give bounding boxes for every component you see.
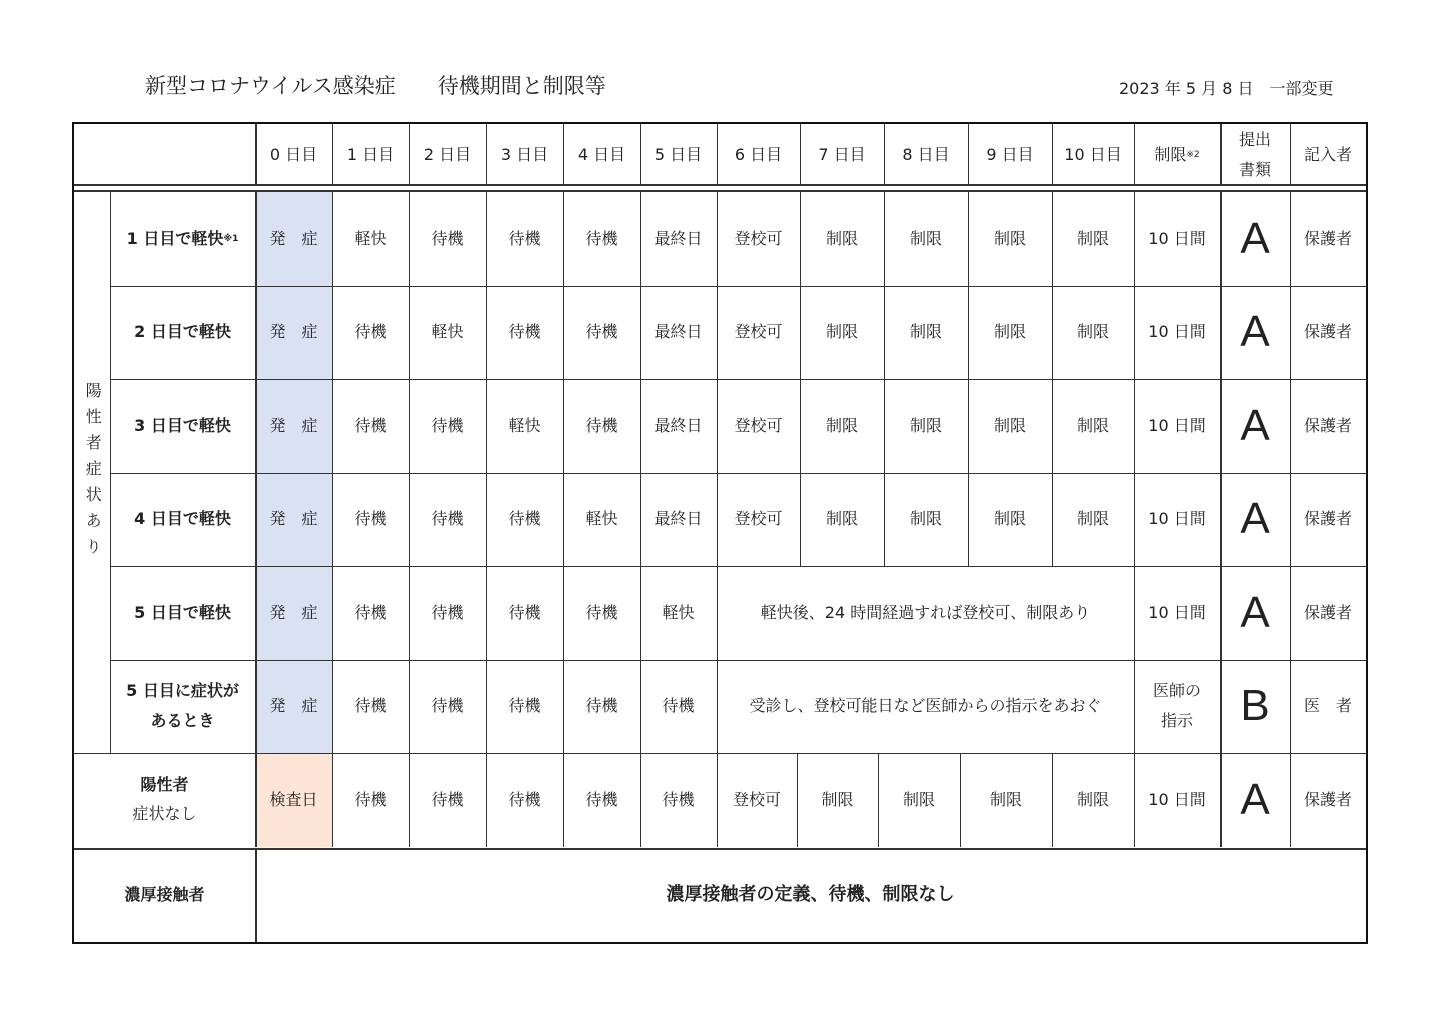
column-divider: [884, 286, 885, 380]
column-divider: [1290, 566, 1291, 660]
header-day: 7 日目: [818, 144, 866, 164]
day-cell: 軽快: [431, 322, 464, 342]
column-divider: [563, 192, 564, 286]
row-label: 5 日目で軽快: [134, 602, 231, 622]
day-cell: 待機: [508, 696, 541, 716]
row-divider: [110, 379, 1366, 380]
column-divider: [1052, 753, 1053, 847]
day-cell: 登校可: [734, 415, 783, 435]
column-divider: [1052, 124, 1053, 186]
day-cell: 制限: [825, 228, 858, 248]
column-divider: [255, 753, 257, 847]
day-cell: 待機: [354, 415, 387, 435]
column-divider: [1220, 660, 1222, 754]
day-cell: 待機: [585, 696, 618, 716]
column-divider: [640, 124, 641, 186]
row-label: 5 日目に症状が あるとき: [126, 680, 239, 731]
column-divider: [486, 379, 487, 473]
revision-date: 2023 年 5 月 8 日 一部変更: [1119, 79, 1334, 98]
column-divider: [884, 192, 885, 286]
day-cell: 軽快: [354, 228, 387, 248]
column-divider: [563, 753, 564, 847]
limit-period: 10 日間: [1148, 322, 1206, 342]
group-divider: [110, 192, 111, 753]
column-divider: [255, 566, 257, 660]
column-divider: [1290, 379, 1291, 473]
limit-period: 10 日間: [1148, 789, 1206, 809]
day-cell: 軽快: [508, 415, 541, 435]
header-day: 6 日目: [734, 144, 783, 164]
day-cell: 制限: [825, 509, 858, 529]
submit-document-grade: B: [1240, 681, 1270, 731]
header-day: 9 日目: [986, 144, 1034, 164]
header-day: 1 日目: [346, 144, 395, 164]
submit-document-grade: A: [1240, 400, 1270, 450]
column-divider: [409, 192, 410, 286]
column-divider: [1290, 192, 1291, 286]
merged-instruction-cell: 受診し、登校可能日など医師からの指示をあおぐ: [749, 696, 1102, 716]
day-cell: 発 症: [269, 228, 318, 248]
column-divider: [640, 192, 641, 286]
column-divider: [1290, 286, 1291, 380]
header-day: 2 日目: [423, 144, 472, 164]
row-divider: [110, 286, 1366, 287]
column-divider: [968, 286, 969, 380]
day-cell: 制限: [993, 415, 1026, 435]
column-divider: [409, 473, 410, 567]
limit-period: 10 日間: [1148, 602, 1206, 622]
column-divider: [255, 660, 257, 754]
day-cell: 待機: [354, 509, 387, 529]
asymptomatic-label-positive: 陽性者: [140, 774, 189, 794]
header-day: 10 日目: [1064, 144, 1122, 164]
column-divider: [255, 473, 257, 567]
row-label: 3 日目で軽快: [134, 415, 231, 435]
column-divider: [717, 753, 718, 847]
column-divider: [717, 473, 718, 567]
row-label: 4 日目で軽快: [134, 509, 231, 529]
day-cell: 待機: [354, 322, 387, 342]
day-cell: 発 症: [269, 696, 318, 716]
recorder: 保護者: [1303, 602, 1352, 622]
column-divider: [800, 473, 801, 567]
column-divider: [884, 379, 885, 473]
day-cell: 登校可: [732, 789, 781, 809]
column-divider: [1290, 124, 1291, 186]
day-cell: 待機: [585, 415, 618, 435]
column-divider: [1052, 192, 1053, 286]
column-divider: [486, 660, 487, 754]
day-cell: 制限: [902, 789, 935, 809]
column-divider: [332, 753, 333, 847]
column-divider: [1220, 566, 1222, 660]
header-day: 4 日目: [577, 144, 626, 164]
day-cell: 発 症: [269, 322, 318, 342]
column-divider: [409, 124, 410, 186]
day-cell: 制限: [825, 415, 858, 435]
column-divider: [640, 566, 641, 660]
header-day: 8 日目: [902, 144, 950, 164]
day-cell: 制限: [909, 228, 942, 248]
column-divider: [717, 660, 718, 754]
column-divider: [968, 379, 969, 473]
column-divider: [717, 124, 718, 186]
column-divider: [486, 753, 487, 847]
column-divider: [409, 753, 410, 847]
day-cell: 制限: [993, 322, 1026, 342]
row-divider: [110, 566, 1366, 567]
day-cell: 最終日: [654, 322, 703, 342]
column-divider: [968, 192, 969, 286]
day-cell: 制限: [909, 509, 942, 529]
column-divider: [1134, 566, 1135, 660]
day-cell: 制限: [909, 415, 942, 435]
column-divider: [332, 286, 333, 380]
header-border: [74, 184, 1366, 186]
day-cell: 待機: [585, 322, 618, 342]
column-divider: [1134, 286, 1135, 380]
column-divider: [640, 753, 641, 847]
day-cell: 待機: [431, 509, 464, 529]
day-cell: 最終日: [654, 415, 703, 435]
column-divider: [255, 192, 257, 286]
row-label-asymptomatic: [74, 753, 255, 847]
limit-period: 10 日間: [1148, 228, 1206, 248]
column-divider: [800, 379, 801, 473]
header-border: [74, 190, 1366, 192]
header-day: 3 日目: [500, 144, 549, 164]
header-limit: 制限 ※2: [1154, 144, 1200, 164]
column-divider: [255, 124, 257, 186]
column-divider: [332, 124, 333, 186]
header-day: 0 日目: [269, 144, 318, 164]
column-divider: [255, 848, 257, 942]
day-cell: 制限: [825, 322, 858, 342]
day-cell: 待機: [508, 509, 541, 529]
submit-document-grade: A: [1240, 213, 1270, 263]
column-divider: [409, 379, 410, 473]
day-cell: 待機: [431, 789, 464, 809]
column-divider: [255, 286, 257, 380]
day-cell: 待機: [354, 696, 387, 716]
column-divider: [1052, 379, 1053, 473]
close-contact-label: 濃厚接触者: [124, 884, 205, 904]
column-divider: [486, 566, 487, 660]
day-cell: 待機: [508, 322, 541, 342]
header-submit-document: 提出 書類: [1238, 129, 1271, 179]
submit-document-grade: A: [1240, 307, 1270, 357]
column-divider: [1134, 379, 1135, 473]
day-cell: 待機: [354, 789, 387, 809]
day-cell: 待機: [662, 696, 695, 716]
row-divider: [110, 473, 1366, 474]
column-divider: [1290, 753, 1291, 847]
column-divider: [563, 660, 564, 754]
recorder: 保護者: [1303, 415, 1352, 435]
column-divider: [1134, 124, 1135, 186]
column-divider: [640, 660, 641, 754]
day-cell: 待機: [508, 602, 541, 622]
column-divider: [486, 473, 487, 567]
day-cell: 待機: [508, 228, 541, 248]
column-divider: [486, 192, 487, 286]
column-divider: [640, 473, 641, 567]
column-divider: [800, 124, 801, 186]
day-cell: 制限: [989, 789, 1022, 809]
day-cell: 待機: [431, 602, 464, 622]
day-cell: 制限: [821, 789, 854, 809]
column-divider: [563, 473, 564, 567]
column-divider: [1290, 660, 1291, 754]
recorder: 保護者: [1303, 509, 1352, 529]
column-divider: [1220, 192, 1222, 286]
close-contact-note: 濃厚接触者の定義、待機、制限なし: [666, 883, 955, 905]
column-divider: [717, 192, 718, 286]
column-divider: [1220, 286, 1222, 380]
column-divider: [960, 753, 961, 847]
limit-period: 医師の 指示: [1152, 680, 1201, 731]
recorder: 保護者: [1303, 322, 1352, 342]
asymptomatic-label-nosymptoms: 症状なし: [132, 803, 197, 823]
day-cell: 発 症: [269, 602, 318, 622]
recorder: 医 者: [1303, 696, 1352, 716]
submit-document-grade: A: [1240, 494, 1270, 544]
column-divider: [884, 124, 885, 186]
day-cell: 待機: [585, 789, 618, 809]
column-divider: [1052, 286, 1053, 380]
column-divider: [800, 192, 801, 286]
column-divider: [640, 379, 641, 473]
column-divider: [486, 124, 487, 186]
column-divider: [1134, 753, 1135, 847]
limit-period: 10 日間: [1148, 509, 1206, 529]
limit-period: 10 日間: [1148, 415, 1206, 435]
day-cell: 発 症: [269, 509, 318, 529]
column-divider: [1220, 379, 1222, 473]
day-cell: 待機: [585, 602, 618, 622]
column-divider: [797, 753, 798, 847]
day-cell: 登校可: [734, 228, 783, 248]
column-divider: [717, 379, 718, 473]
column-divider: [878, 753, 879, 847]
column-divider: [1134, 473, 1135, 567]
day-cell: 制限: [993, 509, 1026, 529]
day-cell: 待機: [508, 789, 541, 809]
day-cell: 軽快: [585, 509, 618, 529]
day-cell: 登校可: [734, 322, 783, 342]
column-divider: [563, 286, 564, 380]
day-cell: 制限: [1076, 322, 1109, 342]
column-divider: [332, 566, 333, 660]
page-title: 新型コロナウイルス感染症 待機期間と制限等: [145, 74, 606, 98]
row-label: 2 日目で軽快: [134, 322, 231, 342]
column-divider: [968, 124, 969, 186]
column-divider: [800, 286, 801, 380]
column-divider: [1220, 473, 1222, 567]
group-label-text: 陽性者症状あり: [83, 381, 103, 564]
column-divider: [563, 379, 564, 473]
day-cell: 待機: [354, 602, 387, 622]
row-divider: [74, 753, 1366, 754]
day-cell: 制限: [1076, 789, 1109, 809]
column-divider: [332, 660, 333, 754]
recorder: 保護者: [1303, 789, 1352, 809]
column-divider: [717, 286, 718, 380]
day-cell: 発 症: [269, 415, 318, 435]
day-cell: 検査日: [269, 789, 318, 809]
column-divider: [332, 473, 333, 567]
header-corner: [74, 124, 255, 186]
column-divider: [1220, 753, 1222, 847]
day-cell: 制限: [993, 228, 1026, 248]
header-day: 5 日目: [654, 144, 703, 164]
day-cell: 制限: [1076, 228, 1109, 248]
row-divider-thick: [74, 848, 1366, 850]
column-divider: [563, 566, 564, 660]
column-divider: [486, 286, 487, 380]
column-divider: [640, 286, 641, 380]
submit-document-grade: A: [1240, 774, 1270, 824]
column-divider: [1134, 192, 1135, 286]
column-divider: [409, 286, 410, 380]
column-divider: [1290, 473, 1291, 567]
column-divider: [409, 566, 410, 660]
day-cell: 最終日: [654, 228, 703, 248]
recorder: 保護者: [1303, 228, 1352, 248]
group-label-symptomatic: [74, 192, 110, 753]
column-divider: [563, 124, 564, 186]
day-cell: 最終日: [654, 509, 703, 529]
day-cell: 待機: [662, 789, 695, 809]
column-divider: [1134, 660, 1135, 754]
column-divider: [332, 379, 333, 473]
day-cell: 待機: [585, 228, 618, 248]
column-divider: [332, 192, 333, 286]
day-cell: 登校可: [734, 509, 783, 529]
column-divider: [409, 660, 410, 754]
day-cell: 待機: [431, 696, 464, 716]
column-divider: [255, 379, 257, 473]
day-cell: 制限: [1076, 509, 1109, 529]
row-divider: [110, 660, 1366, 661]
day-cell: 制限: [1076, 415, 1109, 435]
day-cell: 制限: [909, 322, 942, 342]
column-divider: [1052, 473, 1053, 567]
column-divider: [1220, 124, 1222, 186]
submit-document-grade: A: [1240, 587, 1270, 637]
header-recorder: 記入者: [1303, 144, 1352, 164]
day-cell: 待機: [431, 415, 464, 435]
column-divider: [717, 566, 718, 660]
day-cell: 待機: [431, 228, 464, 248]
column-divider: [968, 473, 969, 567]
row-label: 1 日目で軽快 ※1: [126, 228, 239, 248]
day-cell: 軽快: [662, 602, 695, 622]
column-divider: [884, 473, 885, 567]
merged-instruction-cell: 軽快後、24 時間経過すれば登校可、制限あり: [760, 602, 1091, 622]
